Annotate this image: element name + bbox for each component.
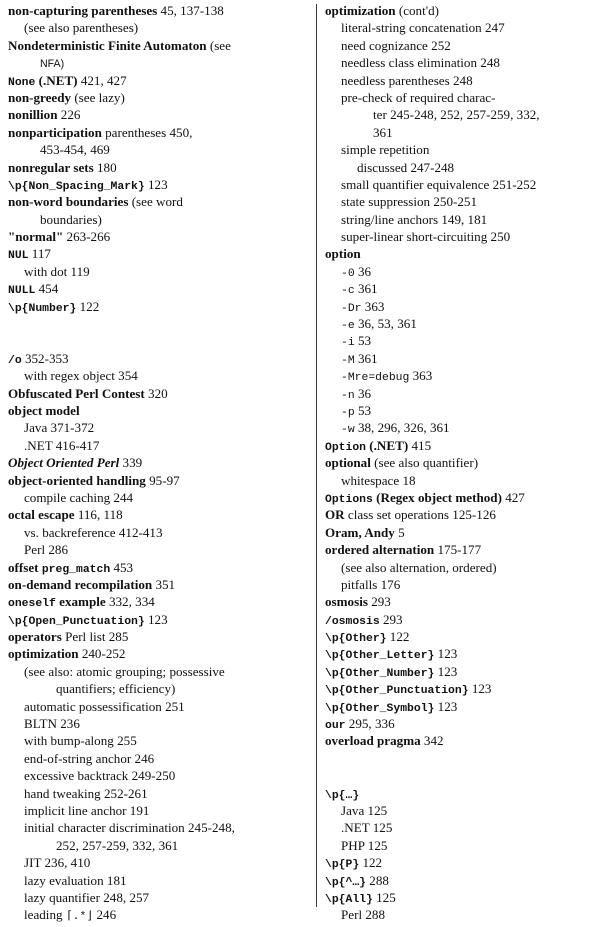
entry-text: 125 — [372, 889, 396, 905]
entry-text: 351 — [152, 576, 176, 592]
entry-text: parentheses 450, — [101, 124, 193, 140]
entry-term: octal escape — [8, 507, 75, 523]
entry-text: 339 — [119, 455, 143, 471]
index-subentry — [8, 785, 306, 802]
index-entry — [8, 350, 306, 367]
index-subentry — [8, 54, 306, 71]
entry-text: 122 — [76, 298, 100, 314]
index-subentry — [325, 802, 593, 819]
entry-text: 45, 137-138 — [157, 3, 224, 18]
index-entry — [8, 506, 306, 523]
entry-text: need cognizance 252 — [341, 37, 451, 53]
entry-text: JIT 236, 410 — [24, 855, 91, 871]
entry-term: -n — [341, 389, 355, 402]
index-subentry — [325, 906, 593, 923]
entry-text: state suppression 250-251 — [341, 194, 478, 210]
entry-text: (see also quantifier) — [370, 455, 479, 471]
entry-term: Options — [325, 493, 373, 506]
index-subentry — [8, 489, 306, 506]
entry-text: 342 — [420, 733, 444, 749]
entry-text: whitespace 18 — [341, 472, 416, 488]
entry-term: pragma — [373, 733, 421, 749]
index-entry — [8, 2, 306, 19]
entry-text: PHP 125 — [341, 837, 388, 853]
entry-term: our — [325, 720, 346, 733]
entry-term: \p{Non_Spacing_Mark} — [8, 180, 145, 193]
index-entry — [325, 437, 593, 454]
entry-text: 363 — [409, 368, 433, 384]
entry-term: nonillion — [8, 107, 58, 123]
entry-term: -Mre=debug — [341, 372, 410, 385]
index-entry — [325, 2, 593, 19]
index-entry — [325, 854, 593, 871]
entry-text: 123 — [434, 646, 458, 662]
index-entry — [325, 245, 593, 262]
index-subentry — [8, 663, 306, 680]
index-subentry — [325, 837, 593, 854]
index-subentry — [8, 419, 306, 436]
index-entry — [325, 698, 593, 715]
index-subentry — [325, 419, 593, 436]
index-subentry — [325, 54, 593, 71]
index-entry — [8, 245, 306, 262]
entry-text: leading — [24, 907, 66, 923]
entry-term: non-word boundaries — [8, 194, 129, 210]
entry-term: (.NET) — [366, 437, 409, 453]
index-subentry — [325, 37, 593, 54]
index-subentry — [325, 367, 593, 384]
index-entry — [8, 228, 306, 245]
entry-text: ter 245-248, 252, 257-259, 332, — [373, 107, 540, 123]
index-subentry — [8, 802, 306, 819]
entry-term: \p{P} — [325, 859, 360, 872]
index-entry — [325, 680, 593, 697]
entry-text: 240-252 — [78, 646, 126, 662]
entry-text: (see also alternation, ordered) — [341, 559, 497, 575]
entry-text: 180 — [93, 159, 117, 175]
entry-term: Object Oriented Perl — [8, 455, 120, 471]
index-entry — [8, 576, 306, 593]
entry-text: pre-check of required charac- — [341, 89, 496, 105]
index-column-left — [8, 2, 306, 924]
entry-term: -i — [341, 337, 355, 350]
entry-term: -p — [341, 406, 355, 419]
entry-term: operators — [8, 629, 62, 645]
index-subentry — [325, 385, 593, 402]
entry-text: discussed 247-248 — [357, 159, 455, 175]
entry-text: .NET 125 — [341, 820, 393, 836]
entry-text: 5 — [394, 524, 405, 540]
index-subentry — [8, 767, 306, 784]
index-entry — [325, 889, 593, 906]
index-subentry — [325, 280, 593, 297]
entry-term: object-oriented handling — [8, 472, 146, 488]
entry-term: \p{…} — [325, 789, 360, 802]
index-entry — [8, 124, 306, 141]
entry-term: oneself — [8, 598, 56, 611]
entry-term: \p{^…} — [325, 876, 367, 889]
index-subentry — [8, 819, 306, 836]
index-subentry — [325, 176, 593, 193]
entry-term: optional — [325, 455, 371, 471]
entry-text: excessive backtrack 249-250 — [24, 768, 176, 784]
entry-text: vs. backreference 412-413 — [24, 524, 163, 540]
index-subentry — [8, 263, 306, 280]
index-subentry — [325, 211, 593, 228]
index-entry — [8, 72, 306, 89]
entry-text: literal-string concatenation 247 — [341, 20, 505, 36]
entry-text: 427 — [501, 489, 525, 505]
entry-text: 293 — [379, 611, 403, 627]
index-subentry — [8, 906, 306, 923]
entry-term: \p{All} — [325, 893, 373, 906]
entry-text: 320 — [144, 385, 168, 401]
index-entry — [8, 280, 306, 297]
index-subentry — [325, 263, 593, 280]
entry-term: on-demand recompilation — [8, 576, 153, 592]
entry-spacer — [325, 767, 593, 784]
entry-term: NULL — [8, 285, 36, 298]
entry-spacer — [325, 750, 593, 767]
entry-text: 122 — [386, 629, 410, 645]
entry-term: \p{Other_Letter} — [325, 650, 435, 663]
entry-term: \p{Open_Punctuation} — [8, 615, 145, 628]
entry-text: 122 — [359, 855, 383, 871]
entry-text: small quantifier equivalence 251-252 — [341, 176, 537, 192]
entry-text: 361 — [354, 281, 378, 297]
entry-term: example — [55, 594, 106, 610]
entry-text: (see word — [128, 194, 183, 210]
entry-text: Perl 286 — [24, 542, 69, 558]
index-subentry — [325, 576, 593, 593]
entry-text: boundaries) — [40, 211, 102, 227]
index-entry — [325, 628, 593, 645]
index-subentry — [8, 437, 306, 454]
entry-text: 421, 427 — [77, 72, 127, 88]
index-subentry — [325, 228, 593, 245]
index-entry — [8, 385, 306, 402]
index-subentry — [8, 715, 306, 732]
index-subentry — [325, 141, 593, 158]
entry-text: 36 — [354, 263, 372, 279]
index-subentry — [8, 541, 306, 558]
entry-term: NUL — [8, 250, 29, 263]
entry-text: Java 371-372 — [24, 420, 95, 436]
entry-text: 123 — [434, 698, 458, 714]
entry-term: \p{Other_Punctuation} — [325, 685, 469, 698]
index-subentry — [8, 889, 306, 906]
entry-term: overload — [325, 733, 374, 749]
index-subentry — [325, 402, 593, 419]
entry-text: 53 — [354, 333, 372, 349]
index-subentry — [325, 89, 593, 106]
entry-text: 175-177 — [434, 542, 482, 558]
entry-term: ordered alternation — [325, 542, 435, 558]
entry-term: option — [325, 246, 361, 262]
index-subentry — [325, 315, 593, 332]
index-subentry — [325, 298, 593, 315]
entry-text: 361 — [373, 124, 393, 140]
entry-text: Perl list 285 — [61, 629, 129, 645]
index-subentry — [325, 106, 593, 123]
entry-text: 116, 118 — [74, 507, 123, 523]
index-entry — [325, 715, 593, 732]
entry-text: (see lazy) — [71, 89, 125, 105]
index-subentry — [325, 193, 593, 210]
entry-text: automatic possessification 251 — [24, 698, 185, 714]
index-entry — [8, 611, 306, 628]
index-subentry — [8, 732, 306, 749]
entry-term: offset — [8, 559, 39, 575]
entry-text: 123 — [468, 681, 492, 697]
entry-text: initial character discrimination 245-248, — [24, 820, 235, 836]
entry-text: compile caching 244 — [24, 489, 134, 505]
entry-term: -M — [341, 354, 355, 367]
entry-spacer — [8, 315, 306, 332]
entry-term: \p{Number} — [8, 302, 77, 315]
entry-text: 453-454, 469 — [40, 142, 110, 158]
entry-term: object model — [8, 402, 80, 418]
index-entry — [8, 593, 306, 610]
entry-spacer — [8, 332, 306, 349]
index-subentry — [325, 72, 593, 89]
entry-text: (cont'd) — [395, 3, 440, 18]
index-entry — [8, 193, 306, 210]
index-entry — [8, 628, 306, 645]
entry-text: 252, 257-259, 332, 361 — [56, 837, 179, 853]
index-entry — [8, 559, 306, 576]
index-entry — [8, 472, 306, 489]
entry-text: Perl 288 — [341, 907, 386, 923]
index-subentry — [325, 819, 593, 836]
index-entry — [325, 454, 593, 471]
entry-text: 263-266 — [63, 229, 111, 245]
entry-text: 38, 296, 326, 361 — [354, 420, 450, 436]
index-subentry — [8, 680, 306, 697]
entry-term: nonregular sets — [8, 159, 94, 175]
index-subentry — [8, 141, 306, 158]
entry-text: 123 — [144, 611, 168, 627]
entry-term: osmosis — [325, 594, 368, 610]
entry-text: implicit line anchor 191 — [24, 802, 150, 818]
entry-term: Nondeterministic Finite Automaton — [8, 37, 207, 53]
entry-text: with bump-along 255 — [24, 733, 137, 749]
entry-text: with dot 119 — [24, 263, 90, 279]
entry-term: preg_match — [41, 563, 111, 576]
entry-term: \p{Other} — [325, 633, 387, 646]
entry-text: 123 — [434, 663, 458, 679]
index-subentry — [8, 872, 306, 889]
index-subentry — [325, 159, 593, 176]
entry-term: -w — [341, 424, 355, 437]
index-entry — [325, 489, 593, 506]
index-subentry — [8, 837, 306, 854]
entry-text: quantifiers; efficiency) — [56, 681, 176, 697]
entry-text: 363 — [361, 298, 385, 314]
entry-text: 36, 53, 361 — [354, 316, 417, 332]
index-subentry — [325, 19, 593, 36]
index-subentry — [8, 367, 306, 384]
index-entry — [325, 541, 593, 558]
entry-text: 53 — [354, 402, 372, 418]
index-entry — [8, 176, 306, 193]
entry-term: -e — [341, 320, 355, 333]
entry-text: string/line anchors 149, 181 — [341, 211, 488, 227]
index-subentry — [8, 211, 306, 228]
entry-term: Oram, Andy — [325, 524, 395, 540]
entry-text: 246 — [93, 907, 117, 923]
entry-text: 117 — [28, 246, 51, 262]
index-subentry — [8, 19, 306, 36]
entry-text: lazy quantifier 248, 257 — [24, 889, 150, 905]
entry-text: needless parentheses 248 — [341, 72, 473, 88]
entry-term: None — [8, 76, 36, 89]
entry-term: (Regex object method) — [372, 489, 502, 505]
index-entry — [325, 785, 593, 802]
index-entry — [8, 37, 306, 54]
entry-text: (see — [206, 37, 231, 53]
entry-text: 95-97 — [145, 472, 180, 488]
index-entry — [325, 732, 593, 749]
index-entry — [325, 663, 593, 680]
index-entry — [8, 298, 306, 315]
index-subentry — [325, 124, 593, 141]
index-subentry — [8, 524, 306, 541]
entry-term: \p{Other_Symbol} — [325, 702, 435, 715]
index-entry — [8, 645, 306, 662]
entry-text: class set operations 125-126 — [344, 507, 496, 523]
entry-text: 332, 334 — [105, 594, 155, 610]
entry-text: Java 125 — [341, 802, 388, 818]
entry-term: -0 — [341, 267, 355, 280]
column-divider — [316, 4, 317, 907]
entry-term: optimization — [325, 3, 396, 18]
entry-text: 293 — [367, 594, 391, 610]
entry-text: hand tweaking 252-261 — [24, 785, 148, 801]
entry-text: needless class elimination 248 — [341, 55, 500, 71]
index-entry — [325, 872, 593, 889]
index-subentry — [8, 854, 306, 871]
entry-term: /o — [8, 354, 22, 367]
entry-text: 226 — [57, 107, 81, 123]
entry-term: ⌈.*⌋ — [65, 911, 94, 924]
entry-text: BLTN 236 — [24, 716, 80, 732]
entry-term: \p{Other_Number} — [325, 667, 435, 680]
index-entry — [8, 106, 306, 123]
entry-text: 454 — [35, 281, 59, 297]
index-entry — [325, 506, 593, 523]
entry-text: lazy evaluation 181 — [24, 872, 127, 888]
entry-text: (see also parentheses) — [24, 20, 139, 36]
entry-text: 352-353 — [21, 350, 69, 366]
entry-term: "normal" — [8, 229, 64, 245]
entry-text: super-linear short-circuiting 250 — [341, 229, 511, 245]
index-column-right — [325, 2, 593, 924]
entry-text: 415 — [408, 437, 432, 453]
index-entry — [325, 524, 593, 541]
entry-term: non-capturing parentheses — [8, 3, 158, 18]
index-subentry — [8, 698, 306, 715]
entry-text: 361 — [354, 350, 378, 366]
index-subentry — [325, 332, 593, 349]
index-entry — [8, 159, 306, 176]
entry-term: Option — [325, 441, 367, 454]
index-entry — [8, 402, 306, 419]
entry-text: with regex object 354 — [24, 368, 138, 384]
entry-term: OR — [325, 507, 345, 523]
entry-text: 123 — [144, 176, 168, 192]
entry-text: 453 — [110, 559, 134, 575]
entry-text: end-of-string anchor 246 — [24, 750, 155, 766]
entry-term: nonparticipation — [8, 124, 102, 140]
index-subentry — [8, 750, 306, 767]
index-subentry — [325, 472, 593, 489]
entry-term: non-greedy — [8, 89, 72, 105]
entry-term: optimization — [8, 646, 79, 662]
index-subentry — [325, 350, 593, 367]
entry-term: -c — [341, 285, 355, 298]
entry-text: .NET 416-417 — [24, 437, 100, 453]
entry-term: (.NET) — [35, 72, 78, 88]
entry-text: (see also: atomic grouping; possessive — [24, 663, 225, 679]
index-entry — [8, 454, 306, 471]
index-entry — [325, 645, 593, 662]
index-entry — [325, 611, 593, 628]
index-entry — [8, 89, 306, 106]
entry-text: 295, 336 — [345, 716, 395, 732]
entry-text: simple repetition — [341, 142, 430, 158]
entry-term: -Dr — [341, 302, 362, 315]
entry-term: NFA) — [40, 58, 65, 71]
entry-text: 288 — [366, 872, 389, 888]
index-subentry — [325, 559, 593, 576]
entry-term: Obfuscated Perl Contest — [8, 385, 145, 401]
index-entry — [325, 593, 593, 610]
entry-text: 36 — [354, 385, 372, 401]
entry-text: pitfalls 176 — [341, 576, 401, 592]
entry-term: /osmosis — [325, 615, 380, 628]
